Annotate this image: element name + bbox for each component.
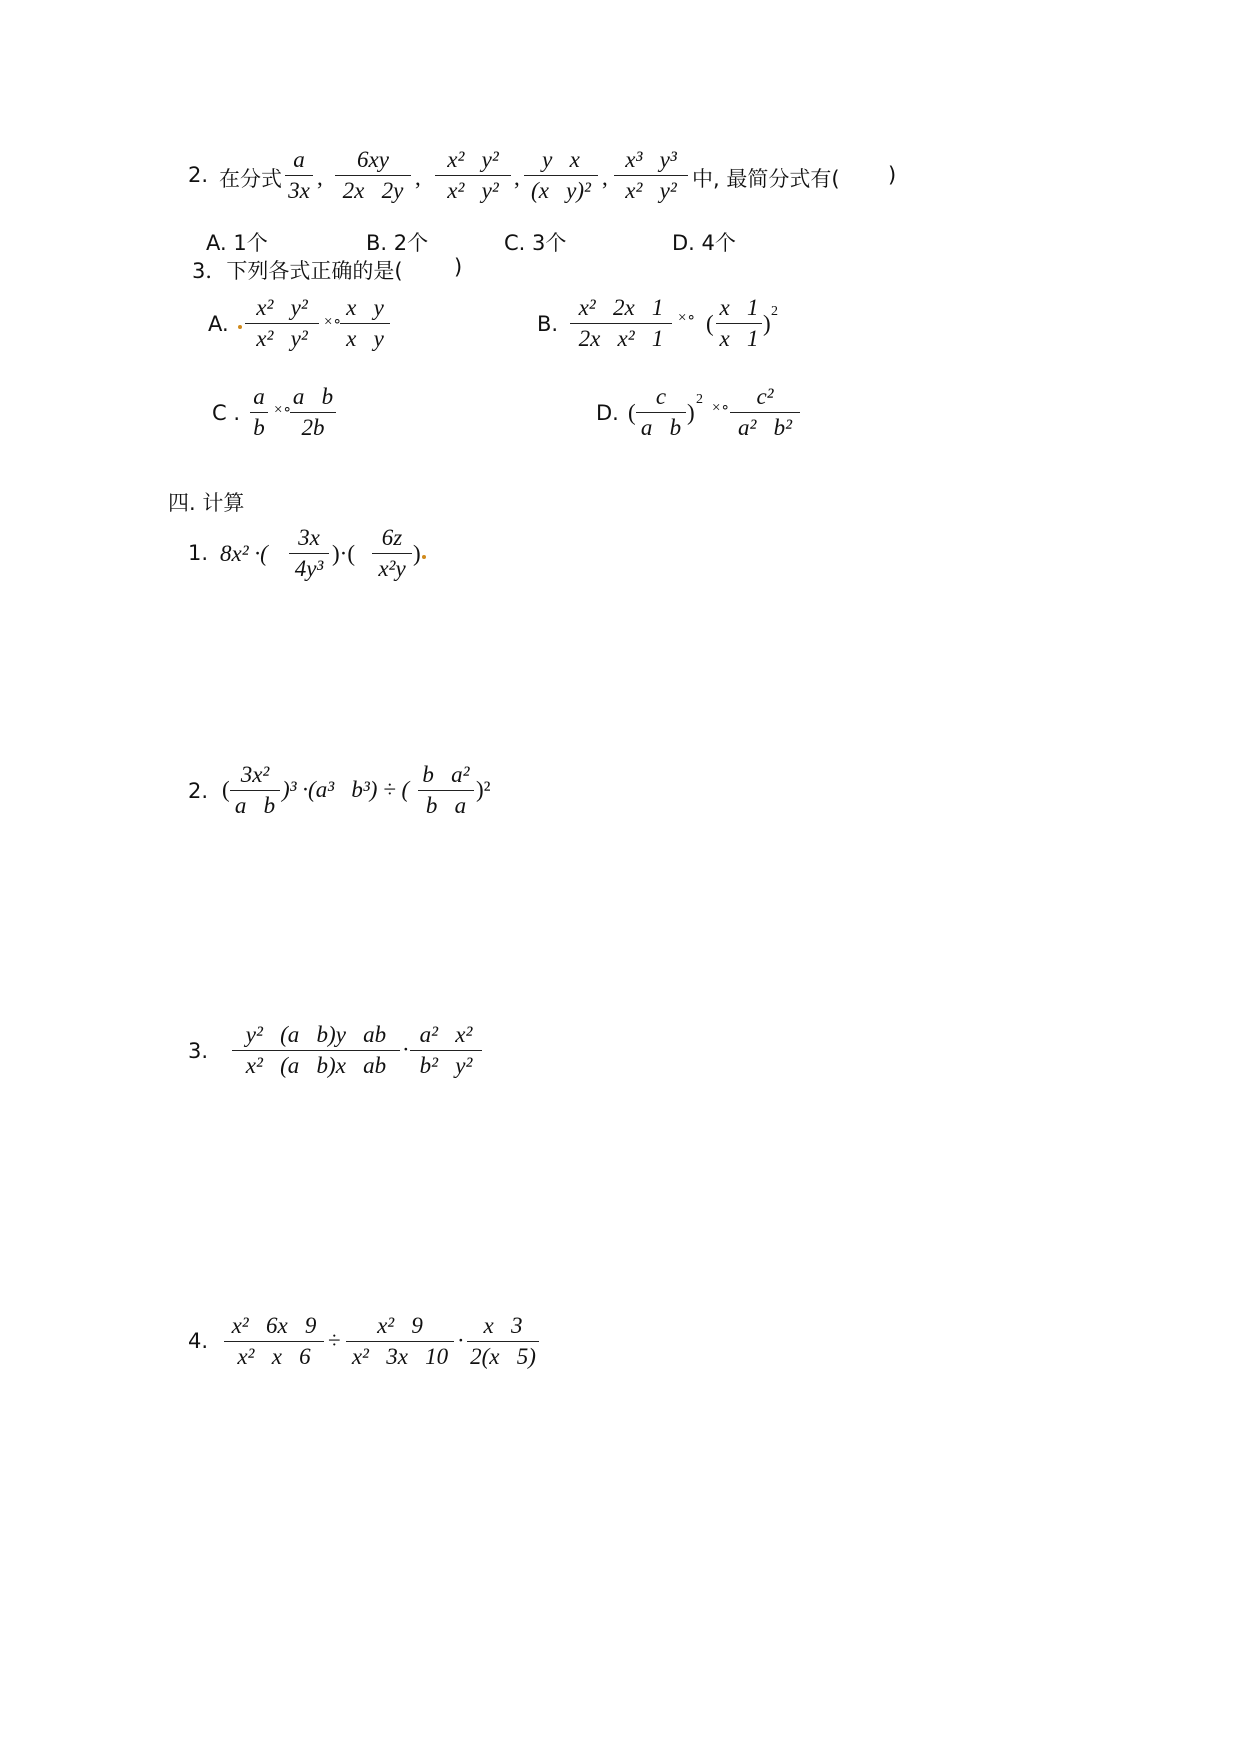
q2-fraction-3: x² y² x² y² — [433, 145, 513, 206]
q3-b-exponent: 2 — [771, 304, 778, 319]
q2-prefix: 在分式 — [219, 167, 282, 191]
stray-dot — [238, 325, 242, 329]
problem-4-number: 4. — [188, 1329, 209, 1353]
q2-fraction-5: x³ y³ x² y² — [612, 145, 690, 206]
q3-a-lhs-fraction: x² y² x² y² — [243, 293, 321, 354]
problem-2-fraction-1: 3x² a b — [228, 760, 282, 821]
q2-number: 2. — [188, 163, 209, 187]
q3-c-lhs-fraction: a b — [248, 382, 270, 443]
problem-3-fraction-1: y² (a b)y ab x² (a b)x ab — [230, 1020, 402, 1081]
q3-c-rhs-fraction: a b 2b — [288, 382, 338, 443]
q2-suffix: 中, 最简分式有( — [692, 167, 840, 191]
q3-option-a-label: A. — [208, 312, 229, 336]
problem-1-mid: )·( — [332, 541, 355, 566]
q2-option-d: D. 4个 — [672, 231, 736, 255]
problem-3-mid: · — [402, 1037, 410, 1062]
q2-fraction-4: y x (x y)² — [522, 145, 600, 206]
q3-d-exponent: 2 — [696, 392, 703, 407]
problem-4-fraction-2: x² 9 x² 3x 10 — [344, 1311, 456, 1372]
q3-b-rhs-fraction: x 1 x 1 — [714, 293, 764, 354]
problem-2-number: 2. — [188, 779, 209, 803]
q3-b-open-paren: ( — [706, 311, 714, 336]
q2-option-c: C. 3个 — [504, 231, 567, 255]
problem-2-lead: ( — [222, 777, 230, 802]
q3-option-c-label: C . — [212, 401, 241, 425]
q3-option-d-label: D. — [596, 401, 619, 425]
stray-dot — [422, 555, 426, 559]
q2-fraction-1: a 3x — [283, 145, 315, 206]
problem-2-fraction-2: b a² b a — [416, 760, 476, 821]
q2-option-b: B. 2个 — [366, 231, 429, 255]
q3-d-approx-symbol: ×∘ — [712, 400, 730, 416]
q2-close-paren: ) — [888, 163, 897, 187]
problem-4-divide: ÷ — [328, 1328, 341, 1353]
problem-4-fraction-1: x² 6x 9 x² x 6 — [222, 1311, 326, 1372]
q2-sep-1: , — [317, 165, 323, 190]
problem-1-fraction-1: 3x 4y³ — [287, 523, 331, 584]
problem-1-number: 1. — [188, 541, 209, 565]
q3-option-b-label: B. — [537, 312, 559, 336]
problem-2-mid: )³ ·(a³ b³) ÷ ( — [282, 777, 410, 802]
q2-sep-3: , — [514, 165, 520, 190]
q3-b-approx-symbol: ×∘ — [678, 310, 696, 326]
problem-1-end: ) — [413, 541, 421, 566]
q3-b-close-paren: ) — [763, 311, 771, 336]
q2-option-a: A. 1个 — [206, 231, 268, 255]
q3-d-close-paren: ) — [687, 400, 695, 425]
q3-c-approx-symbol: ×∘ — [274, 402, 292, 418]
problem-1-lead: 8x² ·( — [220, 541, 268, 566]
q3-d-open-paren: ( — [628, 400, 636, 425]
problem-4-multiply: · — [457, 1328, 465, 1353]
problem-2-end: )² — [476, 777, 491, 802]
q3-b-lhs-fraction: x² 2x 1 2x x² 1 — [568, 293, 674, 354]
problem-4-fraction-3: x 3 2(x 5) — [465, 1311, 541, 1372]
section-title: 四. 计算 — [168, 491, 245, 515]
q2-fraction-2: 6xy 2x 2y — [333, 145, 413, 206]
q3-stem: 3．下列各式正确的是( — [192, 259, 403, 283]
problem-3-fraction-2: a² x² b² y² — [408, 1020, 484, 1081]
q3-d-rhs-fraction: c² a² b² — [728, 382, 802, 443]
q3-close-paren: ) — [454, 255, 463, 279]
q3-d-lhs-fraction: c a b — [634, 382, 688, 443]
problem-3-number: 3. — [188, 1039, 209, 1063]
q3-a-approx-symbol: ×∘ — [324, 314, 342, 330]
q2-sep-2: , — [415, 165, 421, 190]
q3-a-rhs-fraction: x y x y — [338, 293, 392, 354]
q2-sep-4: , — [602, 165, 608, 190]
problem-1-fraction-2: 6z x²y — [370, 523, 414, 584]
